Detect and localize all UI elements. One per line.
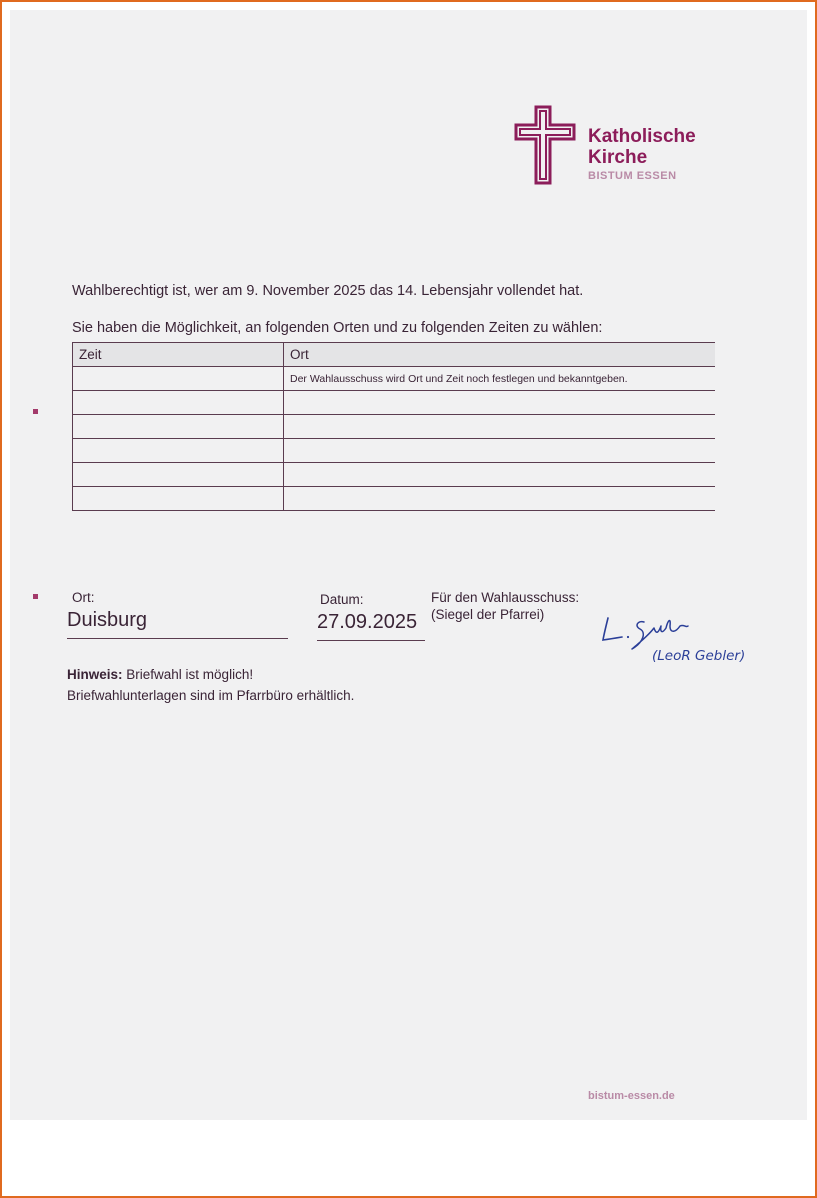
schedule-table (72, 342, 715, 511)
hint-text-postal-vote: Briefwahl ist möglich! (126, 667, 254, 682)
committee-label: Für den Wahlausschuss: (431, 590, 580, 605)
table-row (73, 439, 716, 463)
logo-subtitle: BISTUM ESSEN (588, 170, 677, 182)
table-row (73, 463, 716, 487)
date-value: 27.09.2025 (317, 611, 425, 641)
logo-name-line2: Kirche (588, 147, 648, 168)
ort-cell (284, 463, 716, 487)
seal-label: (Siegel der Pfarrei) (431, 607, 545, 622)
ort-cell (284, 439, 716, 463)
place-value: Duisburg (67, 609, 288, 639)
eligibility-text: Wahlberechtigt ist, wer am 9. November 2025 das 14. Lebensjahr vollendet hat. (72, 283, 584, 299)
zeit-cell (73, 391, 284, 415)
margin-mark (33, 594, 38, 599)
cross-logo-icon (514, 105, 578, 190)
hint-label: Hinweis: (67, 667, 123, 682)
ort-cell (284, 391, 716, 415)
header-zeit: Zeit (73, 343, 284, 367)
zeit-cell (73, 415, 284, 439)
scanned-page (10, 10, 807, 1120)
table-row (73, 415, 716, 439)
table-row (73, 391, 716, 415)
footer-website: bistum-essen.de (588, 1090, 675, 1102)
hint-text-documents: Briefwahlunterlagen sind im Pfarrbüro erhältlich. (67, 688, 355, 703)
zeit-cell (73, 367, 284, 391)
logo-wordmark (588, 126, 696, 168)
ort-cell: Der Wahlausschuss wird Ort und Zeit noch festlegen und bekanntgeben. (284, 367, 716, 391)
zeit-cell (73, 439, 284, 463)
margin-mark (33, 409, 38, 414)
voting-options-text: Sie haben die Möglichkeit, an folgenden Orten und zu folgenden Zeiten zu wählen: (72, 320, 603, 336)
table-header-row (73, 343, 716, 367)
date-label: Datum: (320, 592, 364, 607)
ort-cell (284, 415, 716, 439)
ort-cell (284, 487, 716, 511)
header-ort: Ort (284, 343, 716, 367)
zeit-cell (73, 487, 284, 511)
signer-name: (LeoR Gebler) (652, 648, 746, 664)
place-label: Ort: (72, 590, 95, 605)
hint-block (67, 664, 354, 706)
logo-name-line1: Katholische (588, 126, 696, 147)
table-row (73, 367, 716, 391)
zeit-cell (73, 463, 284, 487)
table-row (73, 487, 716, 511)
